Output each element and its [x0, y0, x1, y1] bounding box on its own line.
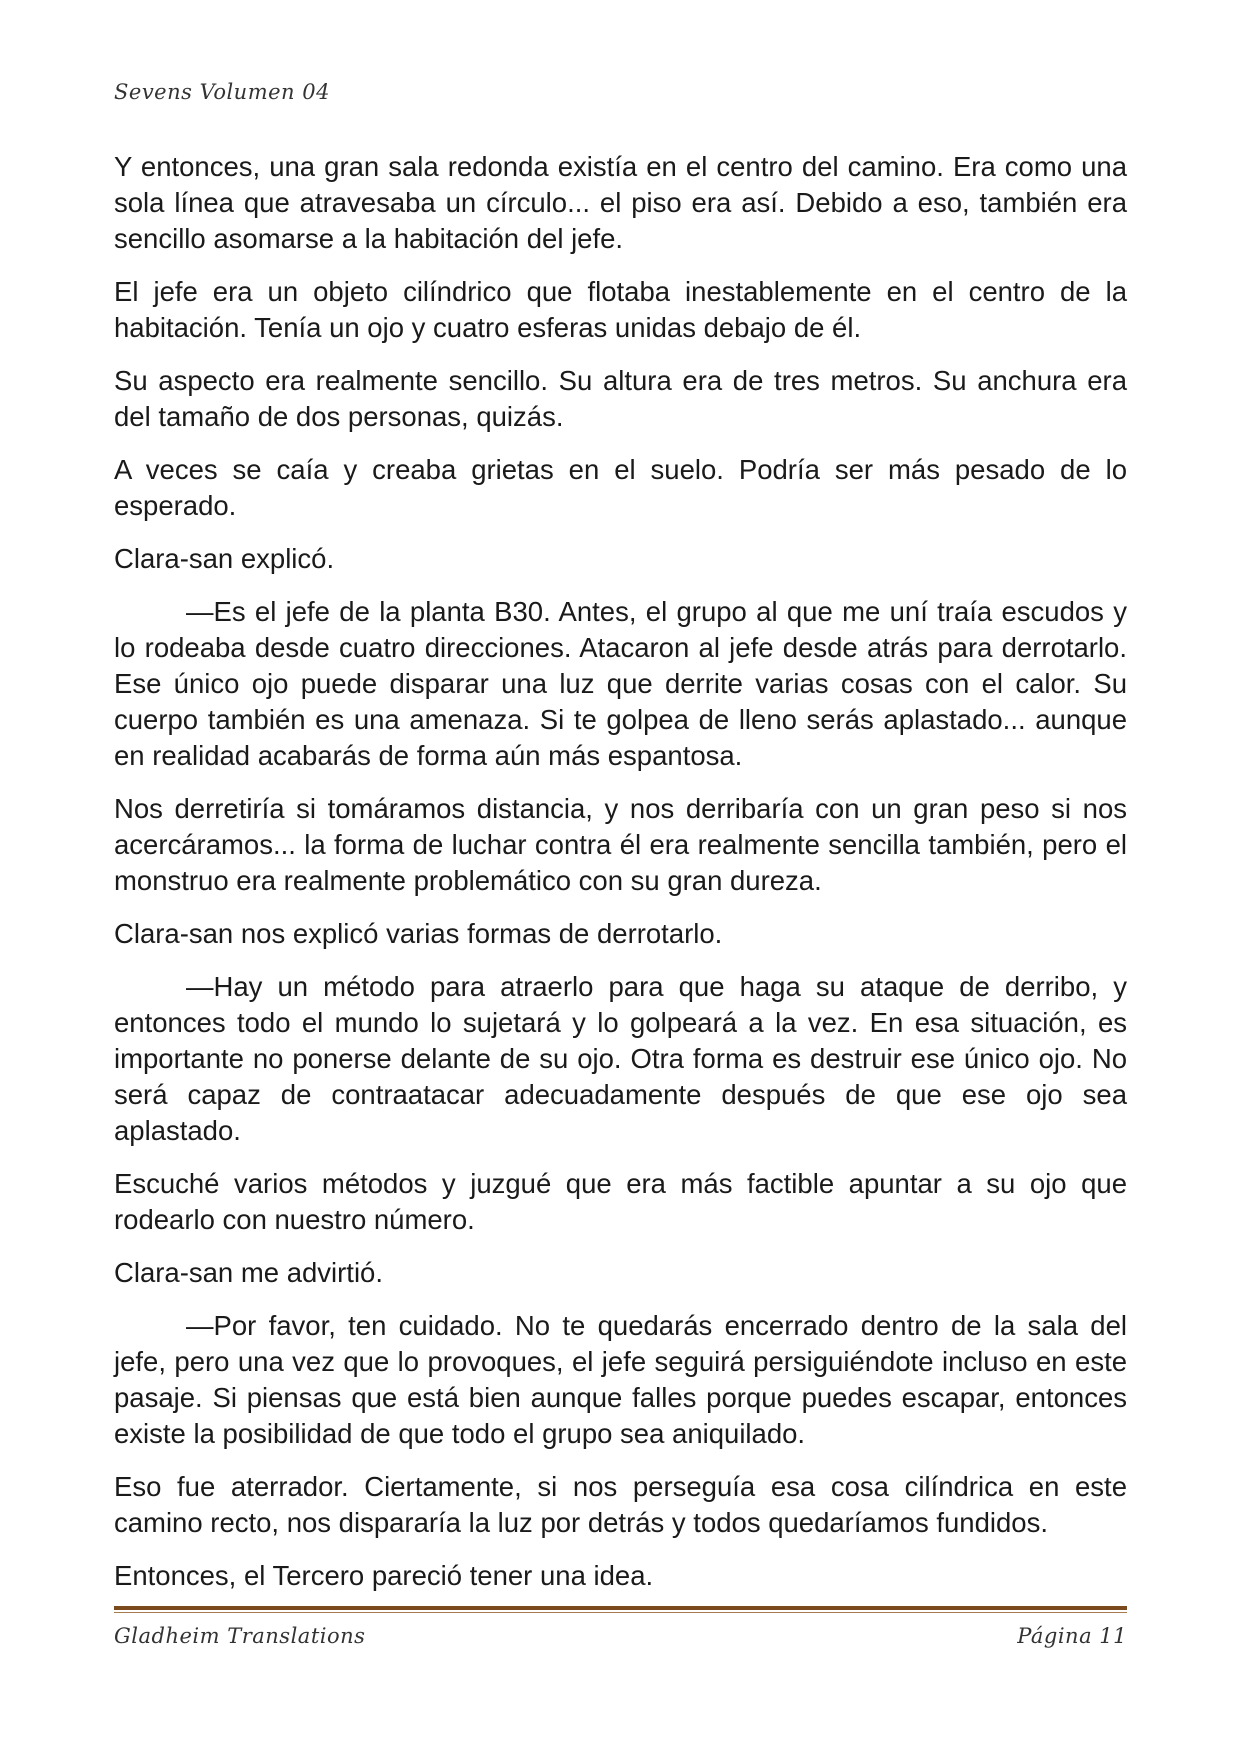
page-number: Página 11 [1017, 1624, 1127, 1648]
body-text [114, 149, 1127, 1611]
footer-credit: Gladheim Translations [114, 1624, 366, 1648]
paragraph: Clara-san nos explicó varias formas de derrotarlo. [114, 918, 723, 949]
paragraph: Eso fue aterrador. Ciertamente, si nos perseguía esa cosa cilíndrica en este camino recto, nos dispararía la luz por detrás y todos quedaríamos fundidos. [114, 1471, 1127, 1538]
dialogue-paragraph: —Por favor, ten cuidado. No te quedarás encerrado dentro de la sala del jefe, pero una vez que lo provoques, el jefe seguirá persiguiéndote incluso en este pasaje. Si piensas que está bien aunque falles porque puedes escapar, entonces existe la posibilidad de que todo el grupo sea aniquilado. [114, 1310, 1127, 1449]
paragraph: Clara-san me advirtió. [114, 1257, 383, 1288]
footer-divider [114, 1606, 1127, 1613]
paragraph: Y entonces, una gran sala redonda existía en el centro del camino. Era como una sola línea que atravesaba un círculo... el piso era así. Debido a eso, también era sencillo asomarse a la habitación del jefe. [114, 151, 1127, 254]
paragraph: El jefe era un objeto cilíndrico que flotaba inestablemente en el centro de la habitación. Tenía un ojo y cuatro esferas unidas debajo de él. [114, 276, 1127, 343]
paragraph: Clara-san explicó. [114, 543, 335, 574]
paragraph: Escuché varios métodos y juzgué que era más factible apuntar a su ojo que rodearlo con nuestro número. [114, 1168, 1127, 1235]
paragraph: Su aspecto era realmente sencillo. Su altura era de tres metros. Su anchura era del tamaño de dos personas, quizás. [114, 365, 1127, 432]
dialogue-paragraph: —Hay un método para atraerlo para que haga su ataque de derribo, y entonces todo el mundo lo sujetará y lo golpeará a la vez. En esa situación, es importante no ponerse delante de su ojo. Otra forma es destruir ese único ojo. No será capaz de contraatacar adecuadamente después de que ese ojo sea aplastado. [114, 971, 1127, 1146]
dialogue-paragraph: —Es el jefe de la planta B30. Antes, el grupo al que me uní traía escudos y lo rodeaba desde cuatro direcciones. Atacaron al jefe desde atrás para derrotarlo. Ese único ojo puede disparar una luz que derrite varias cosas con el calor. Su cuerpo también es una amenaza. Si te golpea de lleno serás aplastado... aunque en realidad acabarás de forma aún más espantosa. [114, 596, 1127, 771]
footer-divider-thin [114, 1612, 1127, 1613]
footer-divider-thick [114, 1606, 1127, 1610]
paragraph: Entonces, el Tercero pareció tener una idea. [114, 1560, 654, 1591]
running-header: Sevens Volumen 04 [114, 80, 330, 104]
paragraph: A veces se caía y creaba grietas en el suelo. Podría ser más pesado de lo esperado. [114, 454, 1127, 521]
paragraph: Nos derretiría si tomáramos distancia, y nos derribaría con un gran peso si nos acercáramos... la forma de luchar contra él era realmente sencilla también, pero el monstruo era realmente problemático con su gran dureza. [114, 793, 1127, 896]
